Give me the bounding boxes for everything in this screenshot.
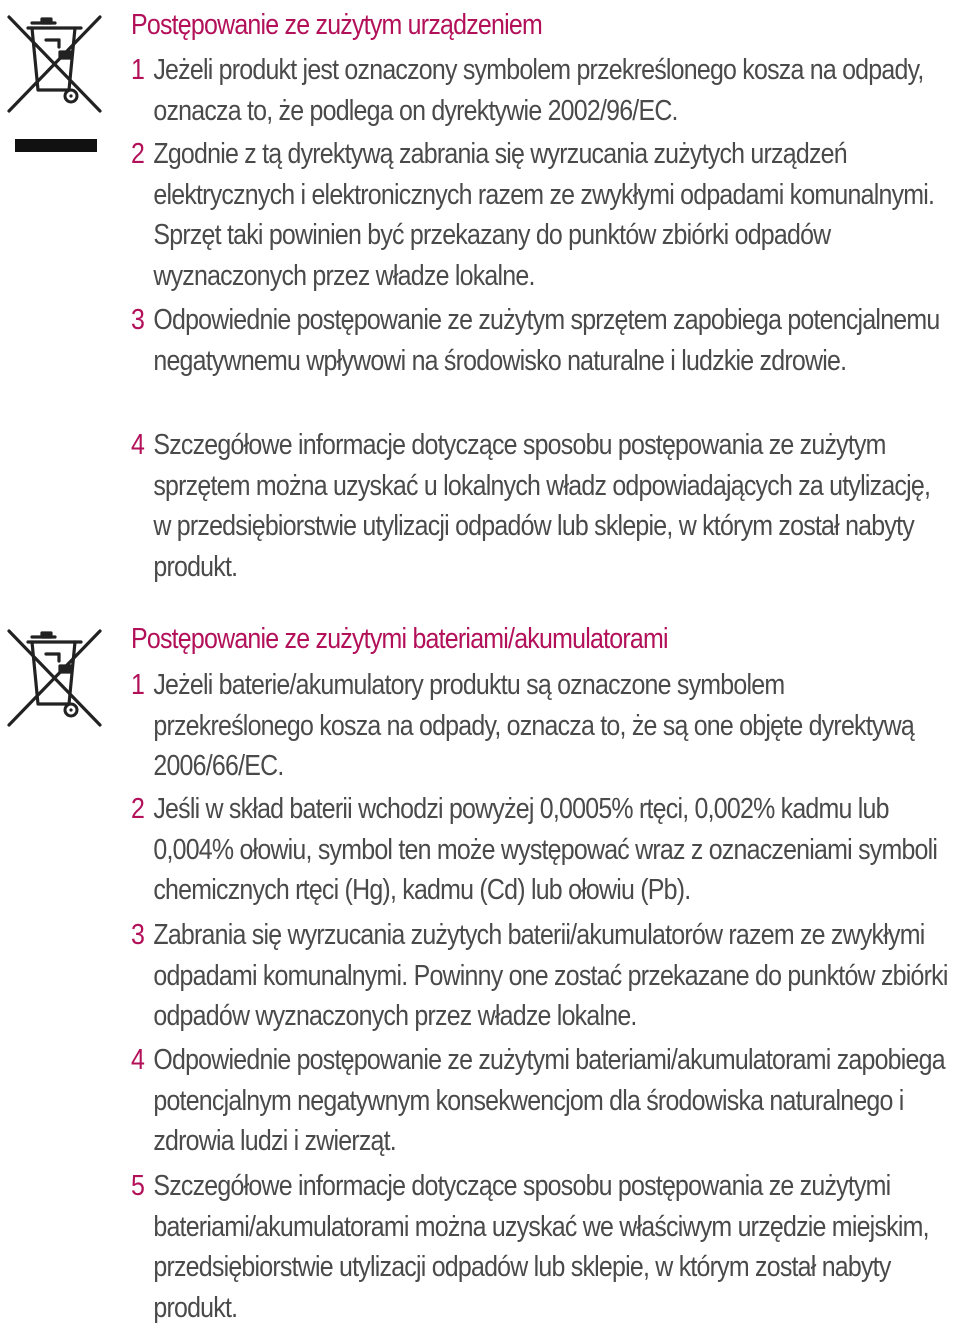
item-number: 4: [131, 429, 145, 461]
list-item: [131, 665, 948, 787]
item-number: 2: [131, 793, 145, 825]
item-text: Zabrania się wyrzucania zużytych baterii/akumulatorów razem ze zwykłymi odpadami komunalnymi. Powinny one zostać przekazane do punktów zbiórki odpadów wyznaczonych przez władze lokalne.: [153, 919, 948, 1032]
list-item: [131, 789, 948, 911]
crossed-out-wheelie-bin-icon: [6, 12, 102, 152]
section-title: Postępowanie ze zużytymi bateriami/akumulatorami: [131, 623, 668, 655]
crossed-out-wheelie-bin-icon: [6, 626, 102, 730]
list-item: [131, 1166, 948, 1328]
item-text: Jeżeli produkt jest oznaczony symbolem przekreślonego kosza na odpady, oznacza to, że podlega on dyrektywie 2002/96/EC.: [153, 54, 924, 127]
item-text: Szczegółowe informacje dotyczące sposobu postępowania ze zużytym sprzętem można uzyskać u lokalnych władz odpowiadających za utylizację, w przedsiębiorstwie utylizacji odpadów lub sklepie, w którym został nabyty produkt.: [153, 429, 931, 583]
item-text: Zgodnie z tą dyrektywą zabrania się wyrzucania zużytych urządzeń elektrycznych i elektronicznych razem ze zwykłymi odpadami komunalnymi. Sprzęt taki powinien być przekazany do punktów zbiórki odpadów wyznaczonych przez władze lokalne.: [153, 138, 935, 292]
list-item: [131, 425, 948, 587]
item-text: Jeśli w skład baterii wchodzi powyżej 0,0005% rtęci, 0,002% kadmu lub 0,004% ołowiu, symbol ten może występować wraz z oznaczeniami symboli chemicznych rtęci (Hg), kadmu (Cd) lub ołowiu (Pb).: [153, 793, 938, 906]
item-number: 2: [131, 138, 145, 170]
list-item: [131, 134, 948, 296]
item-text: Jeżeli baterie/akumulatory produktu są oznaczone symbolem przekreślonego kosza na odpady, oznacza to, że są one objęte dyrektywą 2006/66/EC.: [153, 669, 914, 782]
item-number: 3: [131, 919, 145, 951]
item-text: Szczegółowe informacje dotyczące sposobu postępowania ze zużytymi bateriami/akumulatorami można uzyskać we właściwym urzędzie miejskim, przedsiębiorstwie utylizacji odpadów lub sklepie, w którym został nabyty produkt.: [153, 1170, 929, 1324]
item-number: 1: [131, 54, 145, 86]
item-number: 1: [131, 669, 145, 701]
list-item: [131, 915, 948, 1037]
item-number: 3: [131, 304, 145, 336]
section-title: Postępowanie ze zużytym urządzeniem: [131, 9, 542, 41]
item-text: Odpowiednie postępowanie ze zużytymi bateriami/akumulatorami zapobiega potencjalnym negatywnym konsekwencjom dla środowiska naturalnego i zdrowia ludzi i zwierząt.: [153, 1044, 945, 1157]
list-item: [131, 1040, 948, 1162]
item-number: 5: [131, 1170, 145, 1202]
list-item: [131, 50, 948, 131]
list-item: [131, 300, 948, 381]
item-text: Odpowiednie postępowanie ze zużytym sprzętem zapobiega potencjalnemu negatywnemu wpływowi na środowisko naturalne i ludzkie zdrowie.: [153, 304, 940, 377]
item-number: 4: [131, 1044, 145, 1076]
